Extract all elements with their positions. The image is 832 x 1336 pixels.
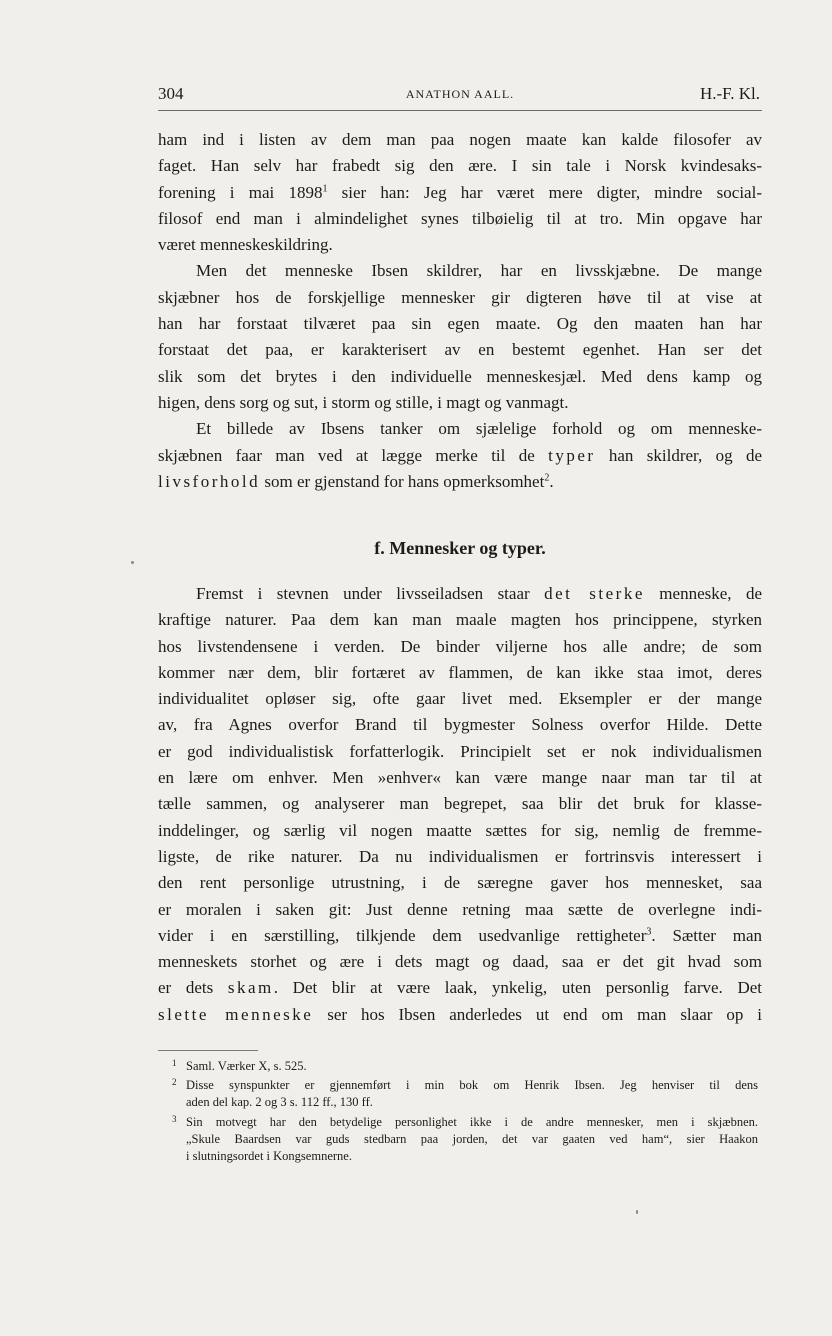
text-fragment: skjæbnen faar man ved at lægge merke til de [158,445,549,465]
text-line: Men det menneske Ibsen skildrer, har en livsskjæbne. De mange [196,261,762,281]
footnote-ref: 1 [322,182,328,194]
text-line: ligste, de rike naturer. Da nu individualismen er fortrinsvis interessert i [158,846,762,866]
text-line: av, fra Agnes overfor Brand til bygmester Solness overfor Hilde. Dette [158,715,762,735]
footnote-mark: 2 [172,1077,177,1088]
footnote-ref: 3 [646,926,652,938]
paper-speck [131,561,134,564]
text-fragment: forening i mai 1898 [158,182,323,202]
text-line [158,1002,762,1028]
text-line [158,443,762,469]
text-line [158,923,762,949]
text-line: tælle sammen, og analyserer man begrepet, saa blir det bruk for klasse- [158,794,762,814]
section-code: H.-F. Kl. [699,84,760,103]
text-line: faget. Han selv har frabedt sig den ære. I sin tale i Norsk kvindesaks- [158,156,762,176]
footnote-line: Disse synspunkter er gjennemført i min bok om Henrik Ibsen. Jeg henviser til dens [186,1078,758,1093]
text-line: været menneskeskildring. [158,235,333,255]
paragraph-1 [158,127,762,258]
text-fragment: er dets [158,978,228,998]
page-number: 304 [158,84,184,103]
footnote-2 [172,1077,758,1111]
footnotes [172,1058,758,1167]
text-line: Et billede av Ibsens tanker om sjælelige forhold og om menneske- [196,419,762,439]
text-line: han har forstaat tilværet paa sin egen maate. Og den maaten han har [158,314,762,334]
running-title: ANATHON AALL. [405,87,515,101]
text-line [158,469,762,495]
footnote-3 [172,1114,758,1166]
emphasis-spaced: det sterke [544,584,645,603]
text-line: higen, dens sorg og sut, i storm og stille, i magt og vanmagt. [158,392,569,412]
text-line: slik som det brytes i den individuelle menneskesjæl. Med dens kamp og [158,366,762,386]
footnote-line: Saml. Værker X, s. 525. [186,1059,307,1073]
text-line: menneskets storhet og ære i dets magt og daad, saa er det git hvad som [158,952,762,972]
footnote-line: aden del kap. 2 og 3 s. 112 ff., 130 ff. [186,1095,373,1110]
text-line: ham ind i listen av dem man paa nogen maate kan kalde filosofer av [158,130,762,149]
text-fragment: Fremst i stevnen under livsseiladsen staar [196,584,545,603]
text-fragment: vider i en særstilling, tilkjende dem usedvanlige rettigheter [158,925,647,945]
footnote-divider [158,1050,258,1051]
body-text-top [158,127,762,495]
text-line [158,581,762,607]
text-line: den rent personlige utrustning, i de særegne gaver hos mennesket, saa [158,873,762,893]
text-fragment: . Det blir at være laak, ynkelig, uten personlig farve. Det [273,978,762,998]
footnote-1 [172,1058,758,1075]
body-text-bottom [158,581,762,1028]
text-line: forstaat det paa, er karakterisert av en bestemt egenhet. Han ser det [158,340,762,360]
text-line: skjæbner hos de forskjellige mennesker gir digteren høve til at vise at [158,287,762,307]
text-line [158,975,762,1001]
footnote-mark: 1 [172,1058,177,1068]
text-fragment: . Sætter man [651,925,762,945]
text-line: individualitet opløser sig, ofte gaar livet med. Eksempler er der mange [158,689,762,709]
paragraph-4 [158,581,762,1028]
footnote-ref: 2 [544,472,550,484]
paragraph-3 [158,416,762,495]
footnote-mark: 3 [172,1113,177,1124]
emphasis-spaced: livsforhold [158,471,261,491]
paragraph-2 [158,258,762,416]
text-line: filosof end man i almindelighet synes tilbøielig til at tro. Min opgave har [158,208,762,228]
text-line: inddelinger, og særlig vil nogen maatte sættes for sig, nemlig de fremme- [158,820,762,840]
text-line: en lære om enhver. Men »enhver« kan være mange naar man tar til at [158,768,762,788]
footnote-line: Sin motvegt har den betydelige personlighet ikke i de andre mennesker, men i skjæbnen. [186,1114,758,1129]
section-heading: f. Mennesker og typer. [374,538,546,558]
text-fragment: menneske, de [644,584,762,603]
text-line: kommer nær dem, blir fortæret av flammen, de kan ikke staa imot, deres [158,662,762,682]
text-fragment: som er gjenstand for hans opmerksomhet [260,471,545,491]
paper-speck [636,1210,638,1214]
text-fragment: ser hos Ibsen anderledes ut end om man slaar op i [313,1004,762,1024]
text-line: er moralen i saken git: Just denne retning maa sætte de overlegne indi- [158,899,762,919]
text-line: hos livstendensene i verden. De binder viljerne hos alle andre; de som [158,636,762,656]
footnote-line: i slutningsordet i Kongsemnerne. [186,1149,352,1164]
footnote-line: „Skule Baardsen var guds stedbarn paa jorden, det var gaaten ved ham“, sier Haakon [186,1131,758,1146]
emphasis-spaced: typer [548,445,596,465]
emphasis-spaced: slette menneske [158,1004,314,1024]
page-header [158,84,762,111]
text-fragment: . [549,471,554,491]
text-fragment: han skildrer, og de [595,445,762,465]
text-line: kraftige naturer. Paa dem kan man maale magten hos princippene, styrken [158,610,762,630]
text-line [158,180,762,206]
emphasis-spaced: skam [227,978,274,998]
text-fragment: sier han: Jeg har været mere digter, mindre social- [327,182,762,202]
text-line: er god individualistisk forfatterlogik. Principielt set er nok individualismen [158,741,762,761]
